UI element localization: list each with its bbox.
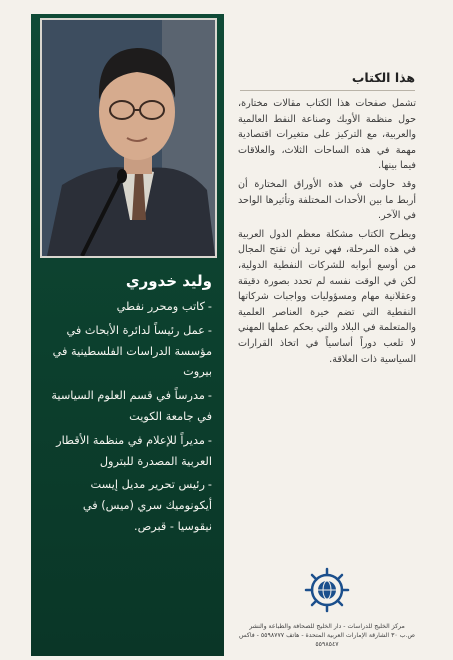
author-portrait-image (42, 20, 215, 256)
bio-item: -رئيس تحرير مديل إيست أيكونوميك سري (ميس) في نيقوسيا - قبرص. (82, 478, 212, 533)
publisher-address: ص.ب ٣٠ الشارقة الإمارات العربية المتحدة - هاتف ٥٥٩٨٧٧٧ - فاكس ٥٥٩٨٥٤٧ (239, 632, 415, 648)
bio-item: -مديراً للإعلام في منظمة الأقطار العربية المصدرة للبترول (56, 433, 212, 468)
author-name: وليد خدوري (125, 272, 212, 290)
publisher-info (236, 622, 418, 649)
title-divider (240, 90, 415, 91)
description-paragraph: وقد حاولت في هذه الأوراق المختارة أن أربط ما بين الأحداث المختلفة وتأثيرها الواحد في الآخر. (238, 178, 416, 222)
bio-item: -كاتب ومحرر نفطي (116, 300, 212, 313)
bio-item: -عمل رئيساً لدائرة الأبحاث في مؤسسة الدراسات الفلسطينية في بيروت (52, 323, 212, 379)
author-photo (40, 18, 217, 258)
description-paragraph: ويطرح الكتاب مشكلة معظم الدول العربية في هذه المرحلة، فهي تريد أن تفتح المجال من أوسع أبوابه للشركات النفطية الدولية، لكن في الوقت نفسه لم تحدد بصورة دقيقة وعقلانية مهام ومسؤوليات وواجبات شركاتها النفطية التي تضم خيرة العناصر العلمية والمتعلمة في البلاد والتي بحكم عملها المهني لا تلعب دوراً أساسياً في اتخاذ القرارات السياسية ذات العلاقة. (238, 228, 416, 365)
book-description (238, 96, 416, 370)
publisher-name: مركز الخليج للدراسات - دار الخليج للصحافة والطباعة والنشر (249, 623, 405, 630)
description-paragraph: تشمل صفحات هذا الكتاب مقالات مختارة، حول منظمة الأوبك وصناعة النفط العالمية والعربية، مع التركيز على متغيرات اقتصادية مهمة في هذه الساحات الثلاث، والعلاقات فيما بينها. (238, 98, 416, 172)
ship-wheel-globe-logo-icon (302, 565, 352, 615)
section-title: هذا الكتاب (351, 70, 415, 85)
author-bio-list (46, 297, 212, 541)
bio-item: -مدرساً في قسم العلوم السياسية في جامعة الكويت (51, 389, 212, 423)
